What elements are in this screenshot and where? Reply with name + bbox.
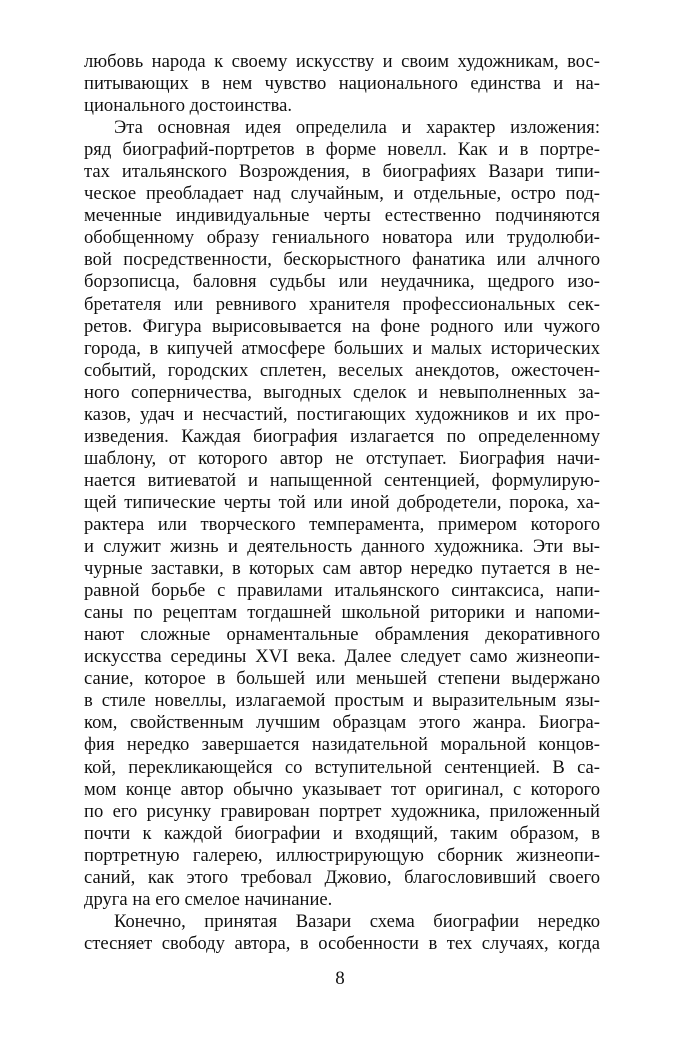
text-line: событий, городских сплетен, веселых анекдотов, ожесточен- (84, 359, 600, 381)
text-line: ческое преобладает над случайным, и отдельные, остро под- (84, 183, 600, 205)
text-line: стесняет свободу автора, в особенности в тех случаях, когда (84, 932, 600, 954)
body-text (84, 51, 600, 955)
text-line: бретателя или ревнивого хранителя профессиональных сек- (84, 293, 600, 315)
text-line: в стиле новеллы, излагаемой простым и выразительным язы- (84, 690, 600, 712)
text-line: кой, перекликающейся со вступительной сентенцией. В са- (84, 756, 600, 778)
page-number: 8 (335, 968, 345, 989)
text-line: саний, как этого требовал Джовио, благословивший своего (84, 866, 600, 888)
text-line: Конечно, принятая Вазари схема биографии нередко (114, 910, 600, 932)
text-line: меченные индивидуальные черты естественно подчиняются (84, 205, 600, 227)
text-line: мом конце автор обычно указывает тот оригинал, с которого (84, 778, 600, 800)
text-line: ного соперничества, выгодных сделок и невыполненных за- (84, 381, 600, 403)
text-line: ретов. Фигура вырисовывается на фоне родного или чужого (84, 315, 600, 337)
text-line: нают сложные орнаментальные обрамления декоративного (84, 624, 600, 646)
text-line: изведения. Каждая биография излагается по определенному (84, 425, 600, 447)
text-line: нается витиеватой и напыщенной сентенцией, формулирую- (84, 469, 600, 491)
text-line: друга на его смелое начинание. (84, 888, 333, 910)
text-line: тах итальянского Возрождения, в биографиях Вазари типи- (84, 161, 600, 183)
text-line: вой посредственности, бескорыстного фанатика или алчного (84, 249, 600, 271)
text-line: казов, удач и несчастий, постигающих художников и их про- (84, 403, 600, 425)
text-line: борзописца, баловня судьбы или неудачника, щедрого изо- (84, 271, 600, 293)
text-line: любовь народа к своему искусству и своим художникам, вос- (84, 51, 600, 72)
text-line: чурные заставки, в которых сам автор нередко путается в не- (84, 558, 600, 580)
text-line: и служит жизнь и деятельность данного художника. Эти вы- (84, 536, 600, 558)
text-line: ционального достоинства. (84, 95, 293, 117)
text-line: города, в кипучей атмосфере больших и малых исторических (84, 337, 600, 359)
text-line: ряд биографий-портретов в форме новелл. Как и в портре- (84, 139, 600, 161)
text-line: шаблону, от которого автор не отступает. Биография начи- (84, 447, 600, 469)
text-line: рактера или творческого темперамента, примером которого (84, 513, 600, 535)
text-line: портретную галерею, иллюстрирующую сборник жизнеопи- (84, 844, 600, 866)
text-line: щей типические черты той или иной добродетели, порока, ха- (84, 491, 600, 513)
text-line: саны по рецептам тогдашней школьной риторики и напоми- (84, 602, 600, 624)
text-line: питывающих в нем чувство национального единства и на- (84, 73, 600, 95)
text-line: искусства середины XVI века. Далее следует само жизнеопи- (84, 646, 600, 668)
text-line: равной борьбе с правилами итальянского синтаксиса, напи- (84, 580, 600, 602)
text-line: фия нередко завершается назидательной моральной концов- (84, 734, 600, 756)
text-line: ком, свойственным лучшим образцам этого жанра. Биогра- (84, 712, 600, 734)
text-line: обобщенному образу гениального новатора или трудолюби- (84, 227, 600, 249)
text-line: сание, которое в большей или меньшей степени выдержано (84, 668, 600, 690)
text-line: Эта основная идея определила и характер изложения: (114, 117, 600, 139)
text-line: почти к каждой биографии и входящий, таким образом, в (84, 822, 600, 844)
text-line: по его рисунку гравирован портрет художника, приложенный (84, 800, 600, 822)
